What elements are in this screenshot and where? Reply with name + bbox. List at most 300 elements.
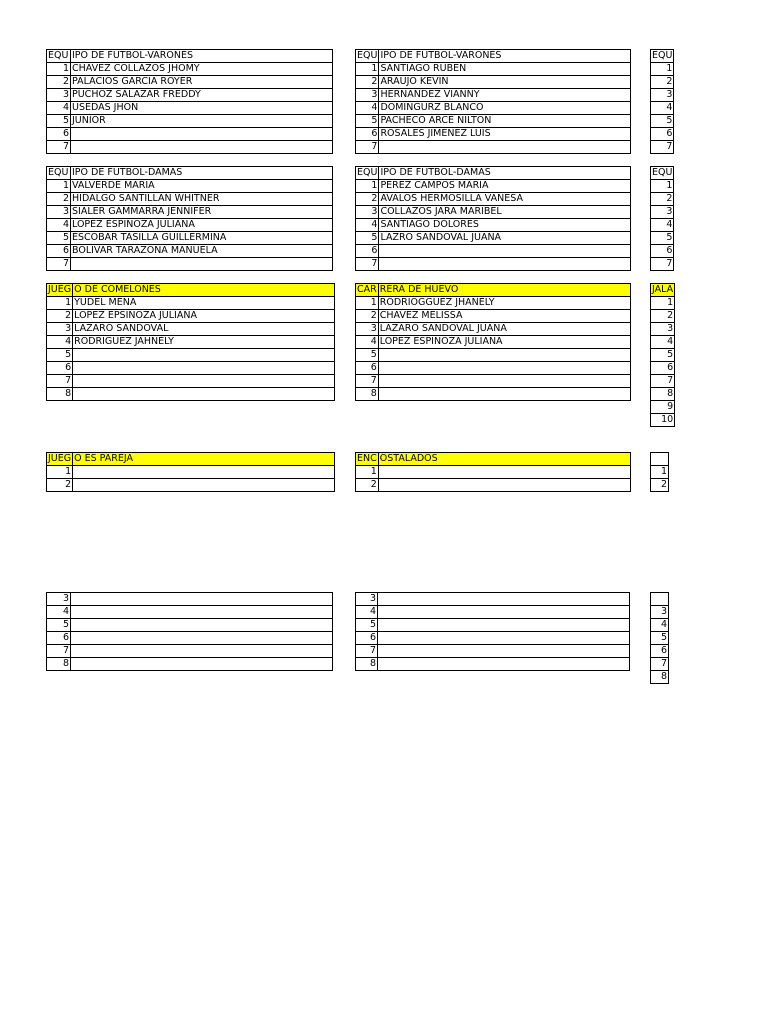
table-row xyxy=(651,245,674,258)
table-row xyxy=(651,180,674,193)
table-header-row xyxy=(356,284,631,297)
row-number-cell: 8 xyxy=(651,671,669,684)
table-row xyxy=(47,632,333,645)
header-text-left: EQU xyxy=(357,167,378,178)
col3-table-4 xyxy=(650,452,669,492)
header-cell-left xyxy=(47,453,73,466)
table-header-row xyxy=(651,50,674,63)
row-number-cell: 1 xyxy=(356,180,379,193)
name-cell[interactable] xyxy=(73,466,335,479)
row-number-cell: 6 xyxy=(651,128,674,141)
row-number-cell: 8 xyxy=(47,658,71,671)
table-row xyxy=(651,141,674,154)
row-number-cell: 4 xyxy=(651,219,674,232)
table-row xyxy=(651,645,669,658)
name-cell[interactable] xyxy=(71,593,333,606)
name-cell[interactable] xyxy=(378,362,630,375)
name-cell[interactable] xyxy=(73,362,335,375)
row-number-cell: 1 xyxy=(356,466,379,479)
name-cell[interactable] xyxy=(378,479,630,492)
row-number-cell: 3 xyxy=(651,606,669,619)
row-number-cell: 6 xyxy=(651,645,669,658)
table-row xyxy=(651,323,675,336)
table-row xyxy=(356,323,631,336)
table-row xyxy=(356,336,631,349)
name-cell[interactable]: ARAUJO KEVIN xyxy=(379,76,631,89)
row-number-cell: 2 xyxy=(47,193,71,206)
row-number-cell: 7 xyxy=(651,141,674,154)
header-cell-right: IPO DE FUTBOL-DAMAS xyxy=(379,167,631,180)
name-cell[interactable]: SANTIAGO DOLORES xyxy=(379,219,631,232)
header-cell-right: O ES PAREJA xyxy=(73,453,335,466)
row-number-cell: 4 xyxy=(356,606,378,619)
table-row xyxy=(356,193,631,206)
name-cell[interactable]: JUNIOR xyxy=(71,115,333,128)
name-cell[interactable]: AVALOS HERMOSILLA VANESA xyxy=(379,193,631,206)
table-row xyxy=(47,479,335,492)
name-cell[interactable]: PACHECO ARCE NILTON xyxy=(379,115,631,128)
row-number-cell: 6 xyxy=(356,362,379,375)
row-number-cell: 7 xyxy=(651,375,675,388)
row-number-cell: 5 xyxy=(651,232,674,245)
name-cell[interactable] xyxy=(71,658,333,671)
name-cell[interactable]: LOPEZ ESPINOZA JULIANA xyxy=(71,219,333,232)
header-cell-right: IPO DE FUTBOL-DAMAS xyxy=(71,167,333,180)
row-number-cell: 3 xyxy=(356,323,379,336)
table-row xyxy=(356,606,630,619)
row-number-cell: 3 xyxy=(651,206,674,219)
table-header-row xyxy=(47,453,335,466)
table-row xyxy=(651,349,675,362)
table-row xyxy=(651,89,674,102)
col2-carrera-huevo-table xyxy=(355,283,631,401)
table-row xyxy=(651,258,674,271)
table-row xyxy=(356,349,631,362)
table-row xyxy=(651,466,669,479)
table-row xyxy=(651,658,669,671)
row-number-cell: 3 xyxy=(47,206,71,219)
name-cell[interactable]: LAZRO SANDOVAL JUANA xyxy=(379,232,631,245)
name-cell[interactable]: SIALER GAMMARRA JENNIFER xyxy=(71,206,333,219)
table-row xyxy=(651,375,675,388)
table-row xyxy=(47,258,333,271)
header-cell: EQU xyxy=(652,50,673,61)
row-number-cell: 4 xyxy=(651,102,674,115)
name-cell[interactable]: ESCOBAR TASILLA GUILLERMINA xyxy=(71,232,333,245)
table-row xyxy=(356,479,631,492)
table-row xyxy=(651,479,669,492)
table-header-row xyxy=(47,284,335,297)
col3-table-2 xyxy=(650,166,674,271)
header-cell-left xyxy=(356,167,379,180)
name-cell[interactable]: DOMINGURZ BLANCO xyxy=(379,102,631,115)
row-number-cell: 9 xyxy=(651,401,675,414)
row-number-cell: 1 xyxy=(47,63,71,76)
header-cell-left xyxy=(356,453,379,466)
row-number-cell: 6 xyxy=(47,128,71,141)
table-row xyxy=(651,193,674,206)
row-number-cell: 3 xyxy=(651,323,675,336)
table-row xyxy=(356,232,631,245)
table-row xyxy=(651,297,675,310)
table-row xyxy=(651,232,674,245)
table-row xyxy=(651,128,674,141)
name-cell[interactable] xyxy=(73,349,335,362)
row-number-cell: 1 xyxy=(47,297,73,310)
row-number-cell: 6 xyxy=(356,128,379,141)
table-row xyxy=(47,388,335,401)
row-number-cell: 3 xyxy=(47,323,73,336)
table-row xyxy=(47,375,335,388)
table-header-row xyxy=(651,284,675,297)
col2-lower-table xyxy=(355,592,630,671)
row-number-cell: 3 xyxy=(356,89,379,102)
name-cell[interactable]: LAZARO SANDOVAL xyxy=(73,323,335,336)
name-cell[interactable] xyxy=(378,593,630,606)
header-cell-right: IPO DE FUTBOL-VARONES xyxy=(379,50,631,63)
table-row xyxy=(356,63,631,76)
row-number-cell: 1 xyxy=(651,466,669,479)
name-cell[interactable] xyxy=(378,619,630,632)
row-number-cell: 1 xyxy=(651,63,674,76)
row-number-cell: 8 xyxy=(47,388,73,401)
table-row xyxy=(47,89,333,102)
row-number-cell: 6 xyxy=(47,245,71,258)
header-cell xyxy=(651,593,669,606)
row-number-cell: 2 xyxy=(356,310,379,323)
col3-table-5 xyxy=(650,592,669,684)
table-row xyxy=(47,336,335,349)
table-header-row xyxy=(47,167,333,180)
table-row xyxy=(47,219,333,232)
row-number-cell: 5 xyxy=(47,619,71,632)
col3-clip-3 xyxy=(650,283,674,427)
table-row xyxy=(47,206,333,219)
row-number-cell: 6 xyxy=(47,632,71,645)
table-row xyxy=(47,606,333,619)
col1-futbol-damas-table xyxy=(46,166,333,271)
name-cell[interactable]: PEREZ CAMPOS MARIA xyxy=(379,180,631,193)
row-number-cell: 4 xyxy=(47,102,71,115)
table-row xyxy=(651,63,674,76)
table-row xyxy=(651,632,669,645)
col3-clip-1 xyxy=(650,49,673,154)
name-cell[interactable] xyxy=(71,128,333,141)
header-cell: JALA xyxy=(652,284,674,295)
col3-clip-4 xyxy=(650,452,670,492)
row-number-cell: 4 xyxy=(47,219,71,232)
name-cell[interactable]: HIDALGO SANTILLAN WHITNER xyxy=(71,193,333,206)
table-row xyxy=(651,310,675,323)
row-number-cell: 1 xyxy=(356,63,379,76)
name-cell[interactable] xyxy=(378,606,630,619)
name-cell[interactable]: CHAVEZ MELISSA xyxy=(378,310,630,323)
row-number-cell: 1 xyxy=(47,466,73,479)
header-cell-left xyxy=(47,50,71,63)
name-cell[interactable] xyxy=(378,466,630,479)
row-number-cell: 2 xyxy=(47,479,73,492)
name-cell[interactable]: BOLIVAR TARAZONA MANUELA xyxy=(71,245,333,258)
header-cell-left xyxy=(356,284,379,297)
row-number-cell: 6 xyxy=(47,362,73,375)
header-cell-right: O DE COMELONES xyxy=(73,284,335,297)
row-number-cell: 7 xyxy=(651,258,674,271)
name-cell[interactable]: HERNANDEZ VIANNY xyxy=(379,89,631,102)
table-header-row xyxy=(651,453,669,466)
name-cell[interactable] xyxy=(378,375,630,388)
table-row xyxy=(47,362,335,375)
col2-futbol-varones-table xyxy=(355,49,631,154)
header-cell: EQU xyxy=(652,167,673,178)
col1-comelones-table xyxy=(46,283,335,401)
row-number-cell: 7 xyxy=(651,658,669,671)
table-row xyxy=(651,336,675,349)
table-row xyxy=(47,323,335,336)
col1-pareja-table xyxy=(46,452,335,492)
row-number-cell: 5 xyxy=(47,349,73,362)
table-row xyxy=(356,115,631,128)
row-number-cell: 2 xyxy=(356,193,379,206)
row-number-cell: 7 xyxy=(356,375,379,388)
name-cell[interactable]: USEDAS JHON xyxy=(71,102,333,115)
table-row xyxy=(356,388,631,401)
row-number-cell: 5 xyxy=(356,115,379,128)
table-row xyxy=(47,658,333,671)
table-row xyxy=(356,206,631,219)
col1-lower-table xyxy=(46,592,333,671)
table-row xyxy=(47,102,333,115)
name-cell[interactable]: SANTIAGO RUBEN xyxy=(379,63,631,76)
table-row xyxy=(651,76,674,89)
header-text-left: EQU xyxy=(357,50,378,61)
name-cell[interactable] xyxy=(378,658,630,671)
table-row xyxy=(47,193,333,206)
header-cell xyxy=(651,453,669,466)
table-row xyxy=(356,466,631,479)
name-cell[interactable] xyxy=(71,141,333,154)
row-number-cell: 5 xyxy=(356,232,379,245)
row-number-cell: 5 xyxy=(651,632,669,645)
name-cell[interactable] xyxy=(73,375,335,388)
row-number-cell: 6 xyxy=(651,362,675,375)
row-number-cell: 7 xyxy=(47,645,71,658)
col3-clip-5 xyxy=(650,592,670,684)
table-row xyxy=(356,219,631,232)
row-number-cell: 2 xyxy=(651,76,674,89)
table-row xyxy=(651,388,675,401)
name-cell[interactable]: LOPEZ ESPINOZA JULIANA xyxy=(378,336,630,349)
name-cell[interactable] xyxy=(379,245,631,258)
table-row xyxy=(356,593,630,606)
row-number-cell: 3 xyxy=(47,89,71,102)
row-number-cell: 3 xyxy=(651,89,674,102)
row-number-cell: 4 xyxy=(651,619,669,632)
table-row xyxy=(47,297,335,310)
row-number-cell: 6 xyxy=(356,632,378,645)
table-row xyxy=(651,362,675,375)
row-number-cell: 7 xyxy=(356,141,379,154)
name-cell[interactable] xyxy=(73,388,335,401)
table-row xyxy=(651,619,669,632)
table-row xyxy=(651,102,674,115)
row-number-cell: 6 xyxy=(356,245,379,258)
name-cell[interactable] xyxy=(378,632,630,645)
row-number-cell: 4 xyxy=(356,102,379,115)
table-row xyxy=(47,645,333,658)
table-row xyxy=(651,219,674,232)
name-cell[interactable]: YUDEL MENA xyxy=(73,297,335,310)
name-cell[interactable]: PALACIOS GARCIA ROYER xyxy=(71,76,333,89)
table-header-row xyxy=(356,167,631,180)
table-row xyxy=(356,102,631,115)
row-number-cell: 7 xyxy=(356,258,379,271)
header-cell-left xyxy=(47,284,73,297)
name-cell[interactable] xyxy=(71,619,333,632)
row-number-cell: 2 xyxy=(651,479,669,492)
row-number-cell: 7 xyxy=(47,258,71,271)
row-number-cell: 6 xyxy=(651,245,674,258)
row-number-cell: 5 xyxy=(651,115,674,128)
row-number-cell: 1 xyxy=(356,297,379,310)
col3-table-3 xyxy=(650,283,675,427)
name-cell[interactable] xyxy=(378,645,630,658)
col3-table-1 xyxy=(650,49,674,154)
header-text-left: JUEG xyxy=(48,284,72,295)
table-row xyxy=(651,115,674,128)
table-row xyxy=(47,593,333,606)
row-number-cell: 8 xyxy=(651,388,675,401)
table-row xyxy=(356,645,630,658)
name-cell[interactable] xyxy=(378,349,630,362)
table-row xyxy=(356,310,631,323)
header-text-left: ENC xyxy=(357,453,377,464)
header-cell-right: OSTALADOS xyxy=(378,453,630,466)
table-row xyxy=(651,401,675,414)
name-cell[interactable] xyxy=(71,645,333,658)
row-number-cell: 4 xyxy=(651,336,675,349)
table-header-row xyxy=(651,167,674,180)
row-number-cell: 3 xyxy=(356,593,378,606)
name-cell[interactable]: PUCHOZ SALAZAR FREDDY xyxy=(71,89,333,102)
table-row xyxy=(47,310,335,323)
row-number-cell: 4 xyxy=(356,219,379,232)
name-cell[interactable]: ROSALES JIMENEZ LUIS xyxy=(379,128,631,141)
table-row xyxy=(356,180,631,193)
table-row xyxy=(47,63,333,76)
header-cell-left xyxy=(356,50,379,63)
name-cell[interactable]: VALVERDE MARIA xyxy=(71,180,333,193)
header-text-left: EQU xyxy=(48,167,69,178)
table-row xyxy=(47,180,333,193)
table-row xyxy=(651,671,669,684)
table-header-row xyxy=(356,453,631,466)
row-number-cell: 2 xyxy=(47,310,73,323)
table-row xyxy=(47,115,333,128)
row-number-cell: 4 xyxy=(356,336,379,349)
header-cell-right: RERA DE HUEVO xyxy=(378,284,630,297)
name-cell[interactable]: RODRIGUEZ JAHNELY xyxy=(73,336,335,349)
row-number-cell: 3 xyxy=(47,593,71,606)
col3-clip-2 xyxy=(650,166,673,271)
table-row xyxy=(47,466,335,479)
row-number-cell: 5 xyxy=(651,349,675,362)
row-number-cell: 8 xyxy=(356,658,378,671)
header-text-left: CAR xyxy=(357,284,377,295)
table-row xyxy=(651,206,674,219)
table-row xyxy=(651,414,675,427)
row-number-cell: 2 xyxy=(47,76,71,89)
name-cell[interactable]: LAZARO SANDOVAL JUANA xyxy=(378,323,630,336)
name-cell[interactable]: LOPEZ EPSINOZA JULIANA xyxy=(73,310,335,323)
row-number-cell: 7 xyxy=(47,375,73,388)
row-number-cell: 2 xyxy=(651,310,675,323)
table-row xyxy=(47,76,333,89)
row-number-cell: 1 xyxy=(47,180,71,193)
table-row xyxy=(356,619,630,632)
name-cell[interactable]: COLLAZOS JARA MARIBEL xyxy=(379,206,631,219)
row-number-cell: 1 xyxy=(651,297,675,310)
name-cell[interactable] xyxy=(73,479,335,492)
table-row xyxy=(356,258,631,271)
header-cell-right: IPO DE FUTBOL-VARONES xyxy=(71,50,333,63)
row-number-cell: 4 xyxy=(47,606,71,619)
table-row xyxy=(356,632,630,645)
table-row xyxy=(47,349,335,362)
table-row xyxy=(356,362,631,375)
table-row xyxy=(47,232,333,245)
table-row xyxy=(356,297,631,310)
row-number-cell: 5 xyxy=(47,232,71,245)
table-row xyxy=(47,245,333,258)
row-number-cell: 3 xyxy=(356,206,379,219)
row-number-cell: 2 xyxy=(356,76,379,89)
table-row xyxy=(356,375,631,388)
table-row xyxy=(47,128,333,141)
row-number-cell: 5 xyxy=(356,349,379,362)
header-text-left: EQU xyxy=(48,50,69,61)
row-number-cell: 7 xyxy=(356,645,378,658)
table-row xyxy=(356,128,631,141)
row-number-cell: 10 xyxy=(651,414,675,427)
row-number-cell: 5 xyxy=(356,619,378,632)
row-number-cell: 1 xyxy=(651,180,674,193)
header-text-left: JUEG xyxy=(48,453,72,464)
table-header-row xyxy=(651,593,669,606)
name-cell[interactable]: RODRIOGGUEZ JHANELY xyxy=(378,297,630,310)
table-row xyxy=(356,658,630,671)
header-cell-left xyxy=(47,167,71,180)
table-header-row xyxy=(47,50,333,63)
row-number-cell: 8 xyxy=(356,388,379,401)
table-row xyxy=(651,606,669,619)
name-cell[interactable] xyxy=(71,632,333,645)
name-cell[interactable] xyxy=(379,141,631,154)
name-cell[interactable] xyxy=(379,258,631,271)
name-cell[interactable] xyxy=(71,606,333,619)
table-row xyxy=(356,141,631,154)
name-cell[interactable]: CHAVEZ COLLAZOS JHOMY xyxy=(71,63,333,76)
table-row xyxy=(356,76,631,89)
row-number-cell: 7 xyxy=(47,141,71,154)
col2-futbol-damas-table xyxy=(355,166,631,271)
col2-encostalados-table xyxy=(355,452,631,492)
row-number-cell: 2 xyxy=(356,479,379,492)
table-header-row xyxy=(356,50,631,63)
row-number-cell: 5 xyxy=(47,115,71,128)
table-row xyxy=(356,89,631,102)
name-cell[interactable] xyxy=(71,258,333,271)
name-cell[interactable] xyxy=(378,388,630,401)
